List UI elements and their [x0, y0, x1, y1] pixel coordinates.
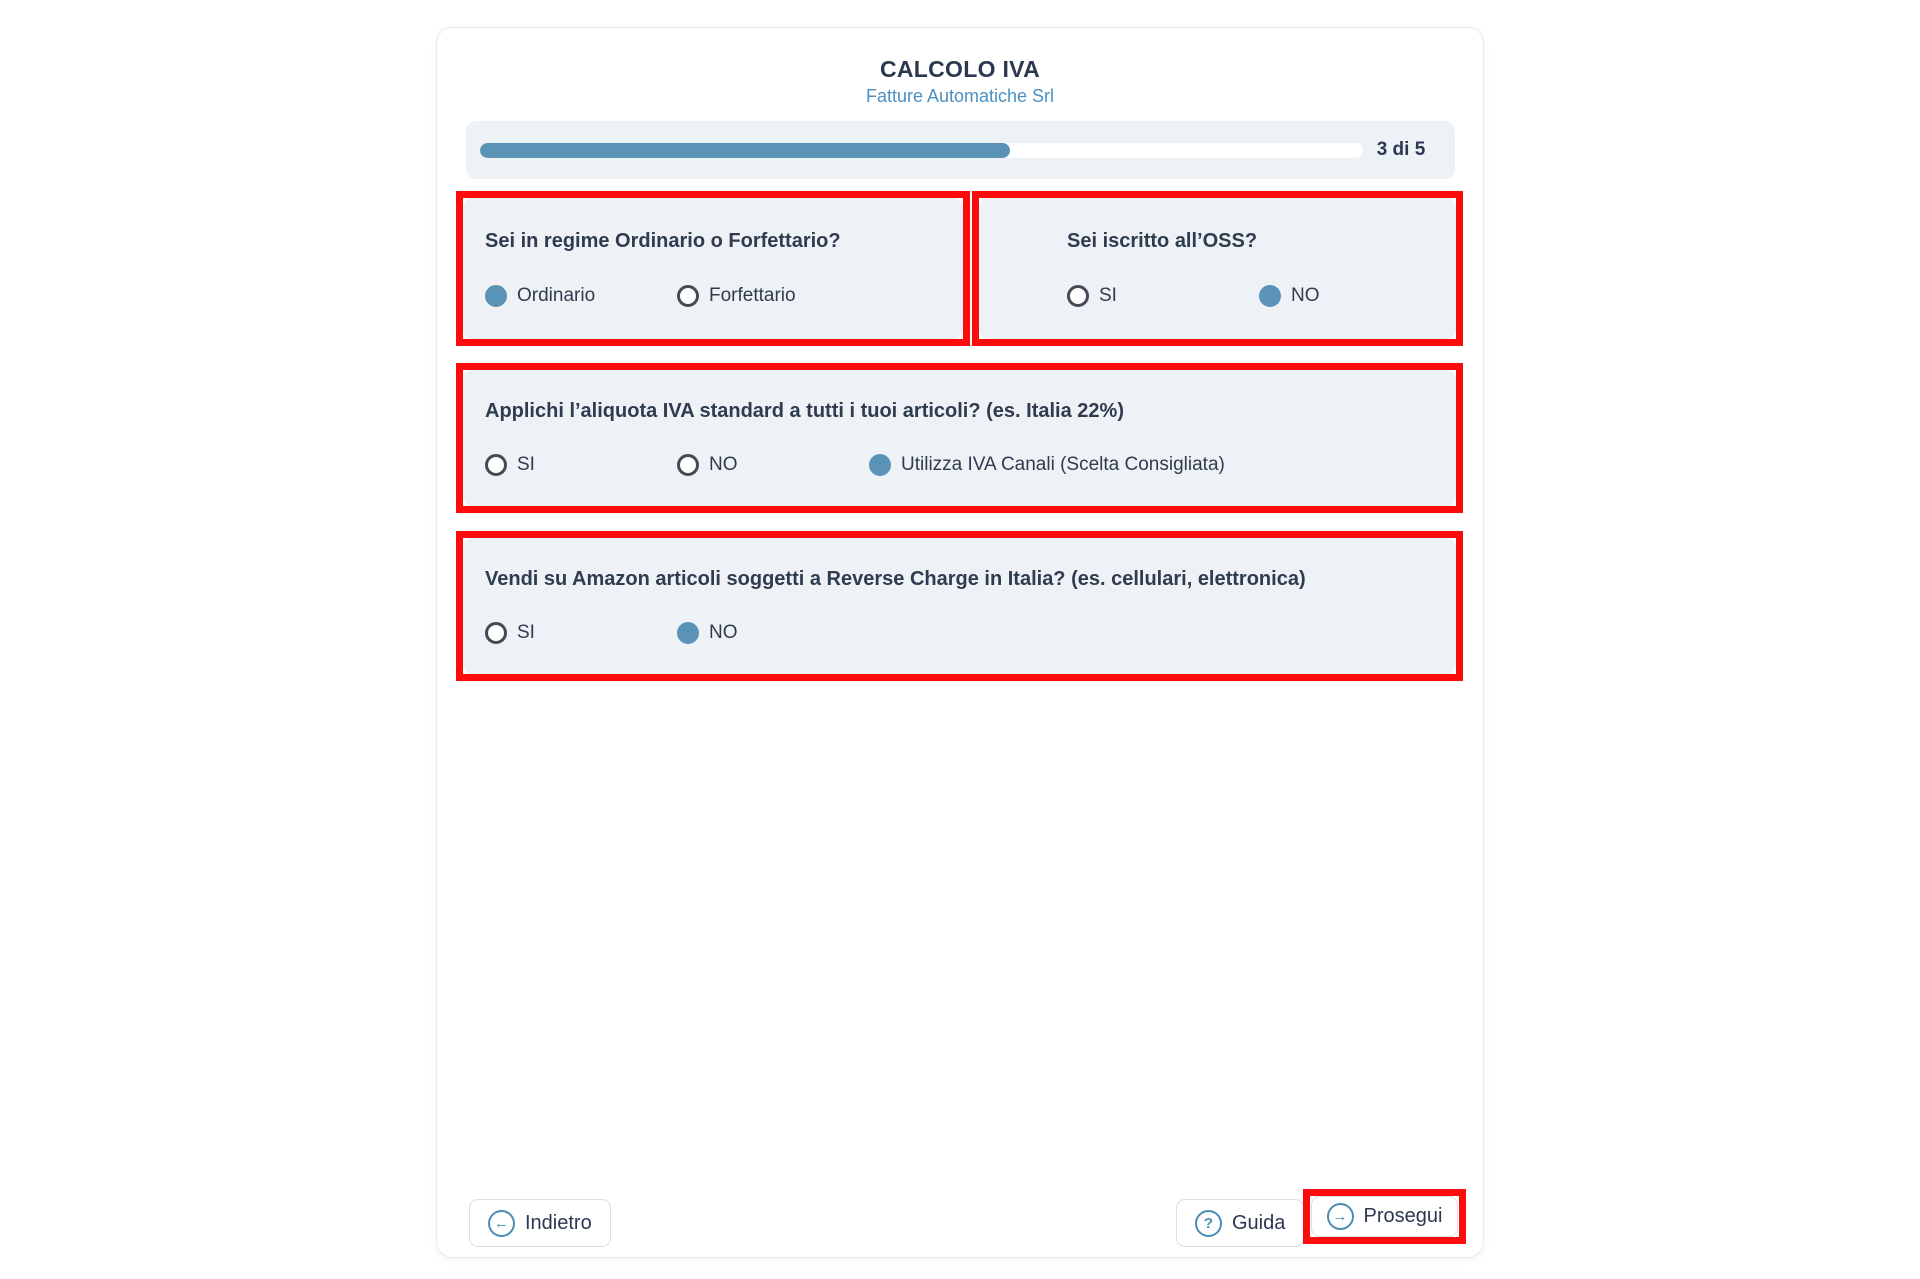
radio-icon[interactable] [677, 454, 699, 476]
question-text: Applichi l’aliquota IVA standard a tutti i tuoi articoli? (es. Italia 22%) [485, 400, 1124, 423]
radio-option-rc-no[interactable] [677, 622, 738, 644]
back-button[interactable] [469, 1199, 611, 1247]
arrow-right-circle-icon: → [1327, 1203, 1354, 1230]
progress-fill [480, 143, 1010, 158]
radio-label: Utilizza IVA Canali (Scelta Consigliata) [901, 453, 1225, 475]
help-button[interactable] [1176, 1199, 1304, 1247]
radio-group-aliquota [485, 454, 1434, 476]
question-panel-regime [463, 198, 963, 339]
progress-track [480, 143, 1363, 158]
radio-option-ordinario[interactable] [485, 285, 677, 307]
page-title: CALCOLO IVA [879, 56, 1041, 82]
highlight-box-next [1303, 1189, 1466, 1244]
radio-option-iva-canali[interactable] [869, 454, 1225, 476]
radio-group-regime [485, 285, 941, 307]
back-button-label: Indietro [525, 1211, 592, 1234]
highlight-box-reverse-charge [456, 531, 1463, 681]
help-button-label: Guida [1232, 1211, 1286, 1234]
highlight-box-aliquota [456, 363, 1463, 513]
highlight-box-regime [456, 191, 970, 346]
next-button-label: Prosegui [1363, 1205, 1443, 1227]
radio-group-oss [1067, 285, 1434, 307]
radio-label: SI [517, 621, 535, 643]
page-subtitle: Fatture Automatiche Srl [865, 86, 1055, 106]
radio-option-aliquota-si[interactable] [485, 454, 677, 476]
radio-option-forfettario[interactable] [677, 285, 796, 307]
radio-option-oss-si[interactable] [1067, 285, 1259, 307]
question-text: Sei in regime Ordinario o Forfettario? [485, 230, 841, 252]
radio-label: SI [1099, 285, 1117, 306]
progress-label: 3 di 5 [1376, 139, 1426, 160]
radio-icon[interactable] [485, 285, 507, 307]
question-panel-reverse-charge [463, 538, 1456, 674]
radio-group-reverse-charge [485, 622, 1434, 644]
radio-icon[interactable] [677, 622, 699, 644]
radio-icon[interactable] [1067, 285, 1089, 307]
radio-label: Ordinario [517, 285, 596, 306]
progress-bar [466, 121, 1455, 179]
highlight-box-oss [972, 191, 1463, 346]
arrow-left-circle-icon: ← [488, 1210, 515, 1237]
radio-option-rc-si[interactable] [485, 622, 677, 644]
radio-option-oss-no[interactable] [1259, 285, 1320, 307]
radio-label: SI [517, 453, 535, 475]
radio-label: Forfettario [709, 285, 796, 306]
radio-option-aliquota-no[interactable] [677, 454, 869, 476]
radio-icon[interactable] [869, 454, 891, 476]
radio-label: NO [709, 453, 738, 475]
question-circle-icon: ? [1195, 1210, 1222, 1237]
question-text: Vendi su Amazon articoli soggetti a Reverse Charge in Italia? (es. cellulari, elettronica) [485, 568, 1306, 591]
wizard-card [436, 27, 1484, 1258]
radio-icon[interactable] [1259, 285, 1281, 307]
question-panel-oss [979, 198, 1456, 339]
radio-label: NO [1291, 285, 1320, 306]
radio-icon[interactable] [485, 454, 507, 476]
radio-label: NO [709, 621, 738, 643]
next-button[interactable] [1311, 1196, 1458, 1237]
radio-icon[interactable] [677, 285, 699, 307]
question-panel-aliquota [463, 370, 1456, 506]
radio-icon[interactable] [485, 622, 507, 644]
question-text: Sei iscritto all’OSS? [1067, 230, 1258, 252]
